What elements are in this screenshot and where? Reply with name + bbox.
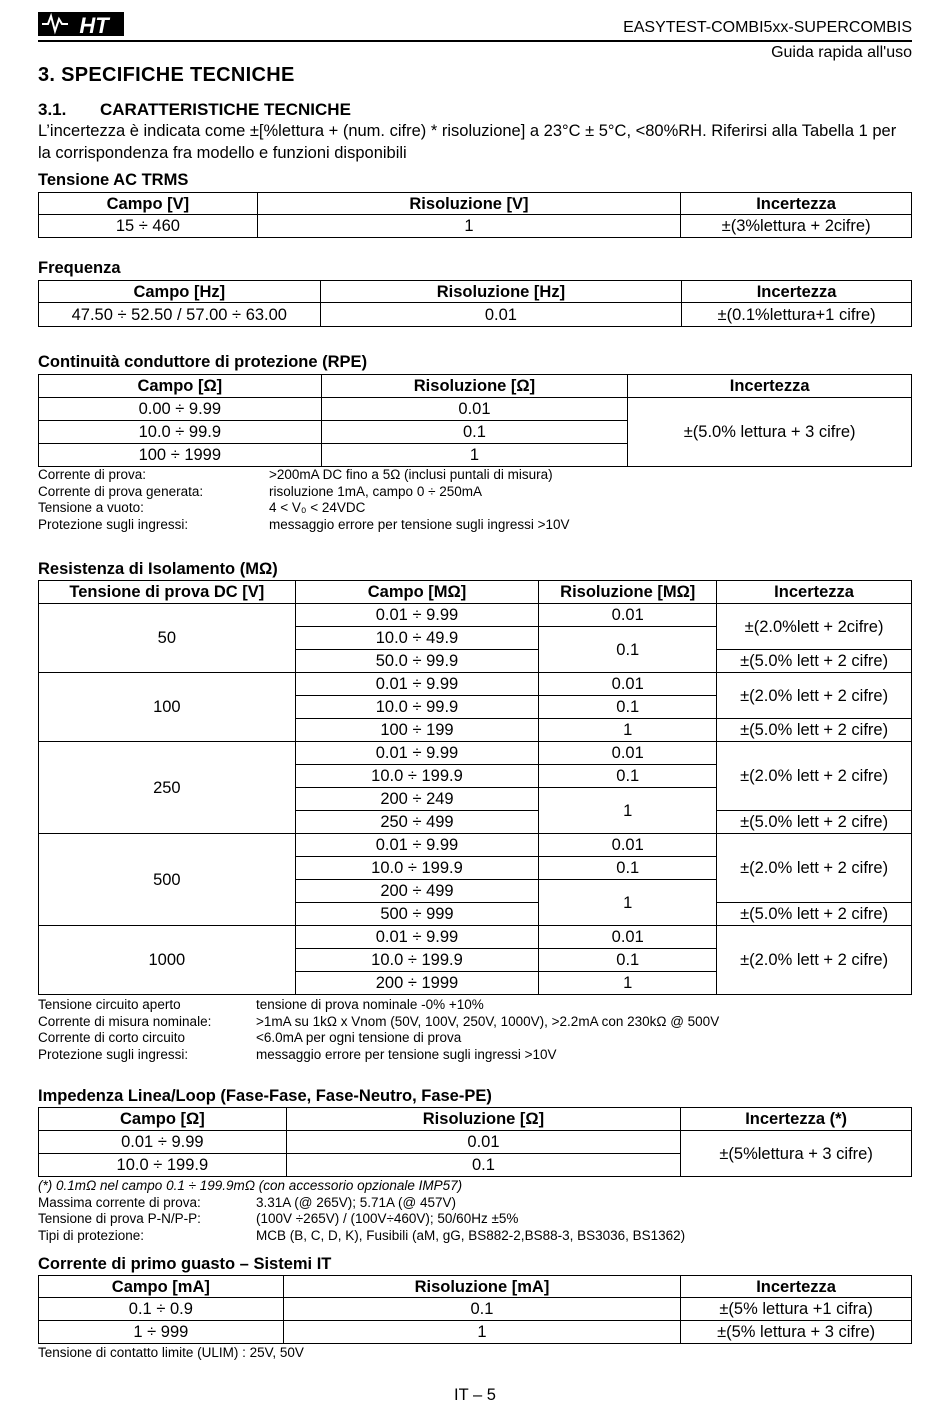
note-row <box>38 997 912 1014</box>
range-cell: 0.01 ÷ 9.99 <box>39 1131 287 1154</box>
note-value: risoluzione 1mA, campo 0 ÷ 250mA <box>269 483 483 499</box>
iso-notes <box>38 997 912 1063</box>
note-value: <6.0mA per ogni tensione di prova <box>256 1030 462 1046</box>
note-key: Corrente di prova: <box>38 467 147 482</box>
note-row <box>38 500 912 517</box>
uncertainty-cell: ±(0.1%lettura+1 cifre) <box>682 303 912 327</box>
note-value: >200mA DC fino a 5Ω (inclusi puntali di misura) <box>269 467 553 482</box>
note-row <box>38 484 912 501</box>
resolution-cell: 1 <box>539 880 717 926</box>
iso-table <box>38 580 912 995</box>
table-header-row <box>39 581 912 604</box>
uncertainty-cell: ±(5.0% lett + 2 cifre) <box>717 903 912 926</box>
footnote: (*) 0.1mΩ nel campo 0.1 ÷ 199.9mΩ (con accessorio opzionale IMP57) <box>38 1178 463 1193</box>
table-row <box>39 1131 912 1154</box>
uncertainty-cell: ±(2.0%lett + 2cifre) <box>717 604 912 650</box>
note-key: Tensione di prova P-N/P-P: <box>38 1211 201 1227</box>
iso-title: Resistenza di Isolamento (MΩ) <box>38 560 278 578</box>
resolution-cell: 0.1 <box>283 1298 681 1321</box>
resolution-cell: 1 <box>539 788 717 834</box>
freq-title: Frequenza <box>38 259 121 277</box>
header-cell: Campo [MΩ] <box>295 581 539 604</box>
header-cell: Risoluzione [V] <box>257 193 680 215</box>
note-row <box>38 1211 912 1228</box>
voltage-cell: 50 <box>39 604 296 673</box>
resolution-cell: 0.1 <box>539 949 717 972</box>
resolution-cell: 0.01 <box>321 398 628 421</box>
header-cell: Risoluzione [Ω] <box>321 375 628 398</box>
note-value: 3.31A (@ 265V); 5.71A (@ 457V) <box>256 1194 457 1210</box>
rpe-table <box>38 374 912 467</box>
resolution-cell: 0.1 <box>321 421 628 444</box>
range-cell: 10.0 ÷ 199.9 <box>295 857 539 880</box>
uncertainty-cell: ±(2.0% lett + 2 cifre) <box>717 926 912 995</box>
range-cell: 47.50 ÷ 52.50 / 57.00 ÷ 63.00 <box>39 303 321 327</box>
resolution-cell: 0.1 <box>539 696 717 719</box>
note-row <box>38 467 912 484</box>
ht-logo <box>38 9 124 37</box>
rpe-notes <box>38 467 912 533</box>
table-header-row <box>39 1108 912 1131</box>
resolution-cell: 0.01 <box>320 303 682 327</box>
subsection-number: 3.1. <box>38 100 67 119</box>
uncertainty-cell: ±(2.0% lett + 2 cifre) <box>717 742 912 811</box>
loop-title: Impedenza Linea/Loop (Fase-Fase, Fase-Neutro, Fase-PE) <box>38 1087 492 1105</box>
header-cell: Incertezza <box>717 581 912 604</box>
note-key: Corrente di misura nominale: <box>38 1013 212 1029</box>
table-header-row <box>39 1276 912 1298</box>
header-cell: Campo [V] <box>39 193 258 215</box>
range-cell: 0.01 ÷ 9.99 <box>295 834 539 857</box>
header-divider <box>38 40 912 42</box>
range-cell: 200 ÷ 499 <box>295 880 539 903</box>
note-key: Protezione sugli ingressi: <box>38 1046 189 1062</box>
header-cell: Incertezza (*) <box>681 1108 912 1131</box>
header-cell: Risoluzione [mA] <box>283 1276 681 1298</box>
resolution-cell: 0.1 <box>539 765 717 788</box>
note-row <box>38 1228 912 1245</box>
resolution-cell: 0.1 <box>539 857 717 880</box>
range-cell: 0.01 ÷ 9.99 <box>295 742 539 765</box>
range-cell: 10.0 ÷ 99.9 <box>39 421 322 444</box>
loop-table <box>38 1107 912 1177</box>
note-value: 4 < V₀ < 24VDC <box>269 500 366 516</box>
note-key: Tensione circuito aperto <box>38 997 181 1012</box>
range-cell: 50.0 ÷ 99.9 <box>295 650 539 673</box>
table-header-row <box>39 375 912 398</box>
freq-table <box>38 280 912 327</box>
note-key: Tensione a vuoto: <box>38 500 144 516</box>
note-key: Tipi di protezione: <box>38 1227 145 1243</box>
page-number: IT – 5 <box>454 1386 496 1403</box>
resolution-cell: 0.1 <box>286 1154 681 1177</box>
header-cell: Campo [Ω] <box>39 1108 287 1131</box>
note-value: tensione di prova nominale -0% +10% <box>256 997 484 1012</box>
resolution-cell: 1 <box>321 444 628 467</box>
note-row <box>38 1030 912 1047</box>
uncertainty-cell: ±(5% lettura + 3 cifre) <box>681 1321 912 1344</box>
subsection-label: CARATTERISTICHE TECNICHE <box>100 100 351 119</box>
header-cell: Risoluzione [Hz] <box>320 281 682 303</box>
rpe-title: Continuità conduttore di protezione (RPE) <box>38 353 368 371</box>
table-row <box>39 215 912 238</box>
ac-title: Tensione AC TRMS <box>38 171 189 189</box>
table-header-row <box>39 281 912 303</box>
uncertainty-cell: ±(5.0% lett + 2 cifre) <box>717 811 912 834</box>
ac-table <box>38 192 912 238</box>
subsection-title <box>38 100 351 120</box>
uncertainty-cell: ±(5.0% lettura + 3 cifre) <box>628 398 912 467</box>
range-cell: 10.0 ÷ 199.9 <box>295 765 539 788</box>
uncertainty-cell: ±(5%lettura + 3 cifre) <box>681 1131 912 1177</box>
header-cell: Campo [mA] <box>39 1276 284 1298</box>
voltage-cell: 1000 <box>39 926 296 995</box>
range-cell: 0.00 ÷ 9.99 <box>39 398 322 421</box>
resolution-cell: 1 <box>539 972 717 995</box>
resolution-cell: 0.01 <box>539 834 717 857</box>
table-row <box>39 1298 912 1321</box>
note-key: Protezione sugli ingressi: <box>38 516 189 532</box>
range-cell: 10.0 ÷ 199.9 <box>39 1154 287 1177</box>
note-row <box>38 1195 912 1212</box>
range-cell: 1 ÷ 999 <box>39 1321 284 1344</box>
voltage-cell: 250 <box>39 742 296 834</box>
note-key: Massima corrente di prova: <box>38 1194 201 1210</box>
header-cell: Incertezza <box>628 375 912 398</box>
note-value: >1mA su 1kΩ x Vnom (50V, 100V, 250V, 1000V), >2.2mA con 230kΩ @ 500V <box>256 1013 720 1029</box>
note-row <box>38 1014 912 1031</box>
table-row <box>39 1321 912 1344</box>
header-cell: Campo [Ω] <box>39 375 322 398</box>
range-cell: 250 ÷ 499 <box>295 811 539 834</box>
it-note: Tensione di contatto limite (ULIM) : 25V, 50V <box>38 1345 304 1360</box>
note-value: MCB (B, C, D, K), Fusibili (aM, gG, BS882-2,BS88-3, BS3036, BS1362) <box>256 1227 686 1243</box>
range-cell: 500 ÷ 999 <box>295 903 539 926</box>
header-cell: Tensione di prova DC [V] <box>39 581 296 604</box>
table-row <box>39 398 912 421</box>
header-cell: Risoluzione [MΩ] <box>539 581 717 604</box>
range-cell: 100 ÷ 199 <box>295 719 539 742</box>
loop-notes <box>38 1178 912 1244</box>
note-value: (100V ÷265V) / (100V÷460V); 50/60Hz ±5% <box>256 1211 519 1227</box>
logo-text: HT <box>79 13 109 37</box>
note-key: Corrente di corto circuito <box>38 1030 186 1046</box>
it-table <box>38 1275 912 1344</box>
range-cell: 100 ÷ 1999 <box>39 444 322 467</box>
resolution-cell: 0.01 <box>539 926 717 949</box>
resolution-cell: 0.01 <box>539 604 717 627</box>
voltage-cell: 100 <box>39 673 296 742</box>
uncertainty-cell: ±(5% lettura +1 cifra) <box>681 1298 912 1321</box>
range-cell: 10.0 ÷ 49.9 <box>295 627 539 650</box>
range-cell: 0.01 ÷ 9.99 <box>295 604 539 627</box>
table-row <box>39 742 912 765</box>
table-header-row <box>39 193 912 215</box>
range-cell: 10.0 ÷ 99.9 <box>295 696 539 719</box>
range-cell: 10.0 ÷ 199.9 <box>295 949 539 972</box>
intro-text: L’incertezza è indicata come ±[%lettura + (num. cifre) * risoluzione] a 23°C ± 5°C, <80%RH. Riferirsi alla Tabella 1 per la corrispondenza fra modello e funzioni disponibili <box>38 122 897 162</box>
note-row <box>38 517 912 534</box>
uncertainty-cell: ±(3%lettura + 2cifre) <box>681 215 912 238</box>
range-cell: 200 ÷ 1999 <box>295 972 539 995</box>
header-cell: Incertezza <box>681 193 912 215</box>
header-subtitle: Guida rapida all'uso <box>771 44 912 61</box>
resolution-cell: 0.01 <box>286 1131 681 1154</box>
resolution-cell: 0.1 <box>539 627 717 673</box>
ht-logo-icon <box>38 9 124 37</box>
table-row <box>39 604 912 627</box>
note-value: messaggio errore per tensione sugli ingressi >10V <box>256 1046 557 1062</box>
header-cell: Incertezza <box>681 1276 912 1298</box>
voltage-cell: 500 <box>39 834 296 926</box>
uncertainty-cell: ±(5.0% lett + 2 cifre) <box>717 650 912 673</box>
uncertainty-cell: ±(2.0% lett + 2 cifre) <box>717 673 912 719</box>
table-row <box>39 303 912 327</box>
range-cell: 15 ÷ 460 <box>39 215 258 238</box>
table-row <box>39 673 912 696</box>
header-model: EASYTEST-COMBI5xx-SUPERCOMBIS <box>623 19 912 36</box>
range-cell: 200 ÷ 249 <box>295 788 539 811</box>
header-cell: Risoluzione [Ω] <box>286 1108 681 1131</box>
resolution-cell: 0.01 <box>539 673 717 696</box>
header-cell: Campo [Hz] <box>39 281 321 303</box>
it-title: Corrente di primo guasto – Sistemi IT <box>38 1255 332 1273</box>
resolution-cell: 1 <box>257 215 680 238</box>
note-value: messaggio errore per tensione sugli ingressi >10V <box>269 516 570 532</box>
table-row <box>39 926 912 949</box>
range-cell: 0.01 ÷ 9.99 <box>295 673 539 696</box>
uncertainty-cell: ±(2.0% lett + 2 cifre) <box>717 834 912 903</box>
resolution-cell: 1 <box>283 1321 681 1344</box>
header-cell: Incertezza <box>682 281 912 303</box>
note-key: Corrente di prova generata: <box>38 483 204 499</box>
range-cell: 0.01 ÷ 9.99 <box>295 926 539 949</box>
uncertainty-cell: ±(5.0% lett + 2 cifre) <box>717 719 912 742</box>
resolution-cell: 0.01 <box>539 742 717 765</box>
resolution-cell: 1 <box>539 719 717 742</box>
table-row <box>39 834 912 857</box>
range-cell: 0.1 ÷ 0.9 <box>39 1298 284 1321</box>
note-row <box>38 1047 912 1064</box>
section-title: 3. SPECIFICHE TECNICHE <box>38 64 295 86</box>
